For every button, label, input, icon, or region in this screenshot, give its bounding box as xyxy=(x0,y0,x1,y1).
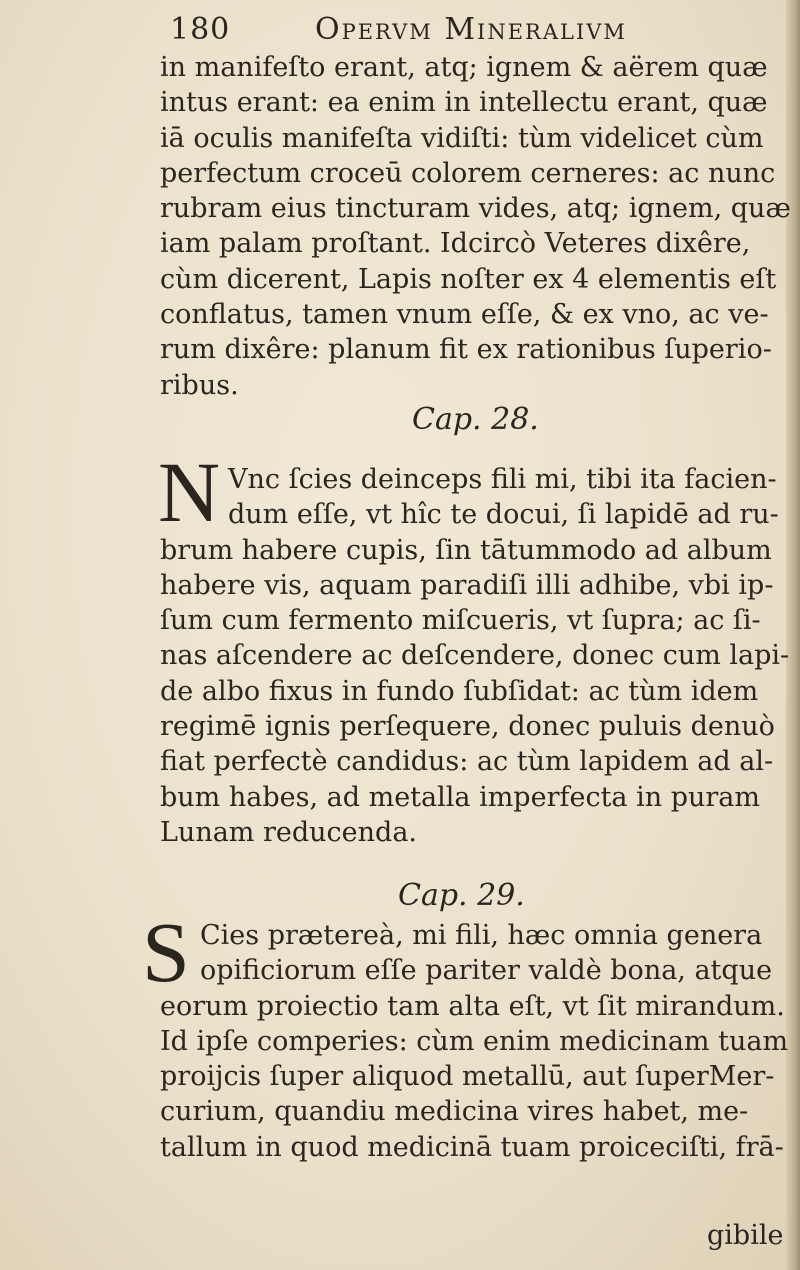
text-line: regimē ignis perſequere, donec puluis denuò xyxy=(160,711,775,743)
text-line: eorum proiectio tam alta eſt, vt ſit mirandum. xyxy=(160,990,785,1022)
text-line: perfectum croceū colorem cerneres: ac nunc xyxy=(160,157,776,189)
text-line: iam palam proſtant. Idcircò Veteres dixêre, xyxy=(160,228,751,260)
text-line: dum eſſe, vt hîc te docui, ſi lapidē ad ru- xyxy=(228,499,779,531)
catchword: gibile xyxy=(707,1220,784,1251)
text-line: nas aſcendere ac deſcendere, donec cum lapi- xyxy=(160,640,790,672)
running-title: Opervm Mineralivm xyxy=(315,12,627,47)
text-line: ſum cum fermento miſcueris, vt ſupra; ac ſi- xyxy=(160,605,761,637)
text-line: bum habes, ad metalla imperfecta in puram xyxy=(160,781,760,813)
text-line: opificiorum eſſe pariter valdè bona, atque xyxy=(200,955,773,987)
page-header xyxy=(170,12,770,52)
chapter-heading: Cap. 29. xyxy=(398,878,525,913)
text-line: cùm dicerent, Lapis noſter ex 4 elementis eſt xyxy=(160,263,777,295)
text-line: in manifeſto erant, atq; ignem & aërem quæ xyxy=(160,52,768,83)
text-line: rubram eius tincturam vides, atq; ignem, quæ xyxy=(160,193,791,225)
text-line: ribus. xyxy=(160,369,239,401)
initial-letter: N xyxy=(158,444,221,540)
text-line: Vnc ſcies deinceps fili mi, tibi ita facien- xyxy=(228,464,777,495)
text-line: de albo fixus in fundo ſubſidat: ac tùm idem xyxy=(160,675,759,707)
text-line: fiat perfectè candidus: ac tùm lapidem ad al- xyxy=(160,746,774,778)
text-line: rum dixêre: planum fit ex rationibus ſuperio- xyxy=(160,334,772,366)
text-line: brum habere cupis, ſin tātummodo ad album xyxy=(160,534,772,566)
text-line: Lunam reducenda. xyxy=(160,816,418,848)
text-line: intus erant: ea enim in intellectu erant, quæ xyxy=(160,87,768,119)
page-number: 180 xyxy=(170,12,231,47)
chapter-heading: Cap. 28. xyxy=(412,402,539,437)
text-line: tallum in quod medicinā tuam proiceciſti, frā- xyxy=(160,1131,784,1163)
text-line: iā oculis manifeſta vidiſti: tùm videlicet cùm xyxy=(160,122,764,154)
chapter-28-text xyxy=(160,462,790,850)
text-line: Cies prætereà, mi fili, hæc omnia genera xyxy=(200,920,763,951)
text-line: curium, quandiu medicina vires habet, me- xyxy=(160,1096,749,1128)
text-line: habere vis, aquam paradiſi illi adhibe, vbi ip- xyxy=(160,569,774,601)
text-line: proijcis ſuper aliquod metallū, aut ſuperMer- xyxy=(160,1061,775,1093)
text-line: Id ipſe comperies: cùm enim medicinam tuam xyxy=(160,1025,789,1057)
initial-letter: S xyxy=(142,904,190,1000)
text-line: conflatus, tamen vnum eſſe, & ex vno, ac ve- xyxy=(160,299,769,331)
paragraph-continued xyxy=(160,50,790,403)
chapter-29-text xyxy=(160,918,790,1165)
